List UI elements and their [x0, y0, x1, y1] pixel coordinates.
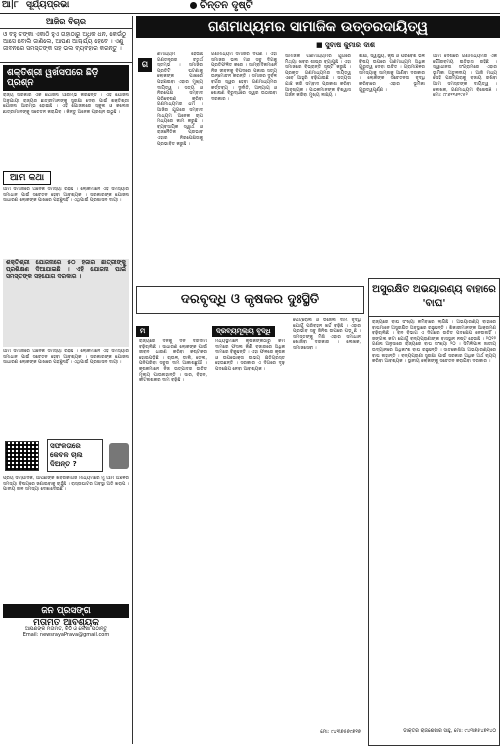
tiger-box-footer: ଡାକ୍ତର ରାଜଶେଖର ସାହୁ, ମୋ: ୯୪୩୭୫୪୭୧୪୦: [403, 728, 496, 734]
sec2-col2: ମଧ୍ୟସ୍ଥିମାନେ କୃଷକଙ୍କଠାରୁ କମ ଦାମରେ ଫସଲ କିଣି ବଜାରରେ ଅଧିକ ଦାମରେ ବିକୁଛନ୍ତି । ଏହା ଫଳରେ କୃଷକ ଓ ଉପଭୋକ୍ତା ଉଭୟ କ୍ଷତିଗ୍ରସ୍ତ ହେଉଛନ୍ତି । ସରକାର ଏ ଦିଗରେ ଦୃଢ଼ ପଦକ୍ଷେପ ନେବା ଆବଶ୍ୟକ ।: [215, 339, 285, 372]
thought-text: ଓ ବହୁ ଟଙ୍କା ଏକାଠି ହୁଏ ତାହାଠାରୁ ଅଧିକ ଧନ, କେଉଁଠୁ ଆସେ ବୋଲି ଜାଣିଲେ, ଆପଣ ଆଶ୍ଚର୍ଯ୍ୟ ହେବେ । ଏଣୁ ଜୀବନରେ ସମସ୍ତଙ୍କ ସହ ଭଲ ବ୍ୟବହାର କରନ୍ତୁ ।: [0, 29, 132, 63]
contact-email[interactable]: Email: newsrayaPrava@gmail.com: [22, 632, 110, 638]
contact-block: [0, 620, 132, 638]
sec2-footer: ମୋ: ୯୪୩୭୫୭୯୭୧୭: [320, 729, 361, 735]
sec2-col2-wrap: [212, 318, 288, 746]
thought-heading: ଆଜିର ବିଚାର: [0, 16, 132, 29]
qr-code-icon: [5, 441, 39, 471]
ad-box: ସଫଳତାରେ କେବଳ ଚାଲ ଦିଅନ୍ତ ?: [47, 439, 103, 472]
sec2-col3-wrap: [290, 318, 364, 746]
story2-text: ଆମ ସମାଜରେ ଅନେକ ସମସ୍ୟା ରହିଛି । ଲୋକମାନେ ଏହି ସମସ୍ୟାର ସମାଧାନ ପାଇଁ ସଚେତନ ହେବା ଆବଶ୍ୟକ । ସରକାରଙ୍କ ଯୋଜନା ସାଧାରଣ ଲୋକଙ୍କ ପାଖରେ ପହଞ୍ଚୁନାହିଁ । ଏଥିପାଇଁ ପ୍ରଶାସନ ଦାୟୀ ।: [3, 187, 129, 204]
story1-text: ରାଜ୍ୟ ସରକାର ଏକ ଯୋଜନା ଆରମ୍ଭ କରିଛନ୍ତି । ଏହି ଯୋଜନା ଅନୁଯାୟୀ ରାଜ୍ୟର ଛାତ୍ରୀମାନଙ୍କୁ ସୁରକ୍ଷା ଦେବା ପାଇଁ ଶକ୍ତିଶ୍ରୀ ଯୋଜନା ଆରମ୍ଭ ହୋଇଛି । ଏହି ଯୋଜନାରେ ସ୍କୁଲ ଓ କଲେଜ ଛାତ୍ରୀମାନଙ୍କୁ ସଚେତନ କରାଯିବ । କିନ୍ତୁ ଅନେକ ପ୍ରଶ୍ନ ଉଠୁଛି ।: [3, 93, 129, 115]
author-photo: [109, 443, 129, 469]
page-header: [0, 0, 500, 14]
main-article: [136, 40, 500, 276]
pull-quote: ଶକ୍ତିଶ୍ରୀ ଯୋଜନାରେ ୫୦ ହଜାର ଛାତ୍ରୀଙ୍କୁ ପ୍ରଶିକ୍ଷଣ ଦିଆଯାଇଛି । ଏହି ଯୋଜନା ପାଇଁ ସମସ୍ତଙ୍କ ସହଯୋଗ ଦରକାର ।: [3, 259, 129, 347]
section2-title: ଦରବୃଦ୍ଧି ଓ କୃଷକର ଦୁଃସ୍ଥିତି: [136, 286, 364, 314]
sec2-tag: ଦ୍ରବ୍ୟମୂଲ୍ୟ ବୃଦ୍ଧି: [212, 326, 275, 337]
section-name: ଚିନ୍ତନ ଦୃଷ୍ଟି: [200, 0, 253, 11]
section2-article: [136, 318, 364, 746]
article-col5: ଆମ ଦେଶରେ ଗଣମାଧ୍ୟମର ଏକ ଗୌରବମୟ ଇତିହାସ ରହିଛି । ସ୍ୱାଧୀନତା ସଂଗ୍ରାମରେ ଏହାର ଭୂମିକା ଅତୁଳନୀୟ । ଆଜି ମଧ୍ୟ ସେହି ପରମ୍ପରାକୁ ବଜାୟ ରଖିବା ଆମ ସମସ୍ତଙ୍କ ଦାୟିତ୍ୱ । ଲେଖକ, ଗଣମାଧ୍ୟମ ବିଶେଷଜ୍ଞ । ମୋ: ୯୮୬୧୧୬୧୯୫୨: [433, 54, 497, 99]
story2-heading: ଆମ କଥା: [3, 171, 51, 185]
page-number: ଆ|୮: [2, 0, 19, 10]
dropcap: ଗ: [138, 58, 152, 72]
sec2-col1: ରାଜ୍ୟରେ ଦିନକୁ ଦିନ ଦରଦାମ ବଢ଼ିଚାଲିଛି । ସାଧାରଣ ଲୋକଙ୍କ ପାଇଁ ଜୀବନ ଧାରଣ କରିବା କଷ୍ଟକର ହୋଇପଡ଼ିଛି । ଚାଉଳ, ଡାଲି, ତେଲ, ପନିପରିବା ସବୁର ଦାମ ଆକାଶଛୁଆଁ । କୃଷକମାନେ ନିଜ ଉତ୍ପାଦର ଉଚିତ ମୂଲ୍ୟ ପାଉନାହାନ୍ତି । ସାର, ବିହନ, କୀଟନାଶକର ଦାମ ବଢ଼ିଛି ।: [139, 339, 207, 384]
byline: ■ ସୁବାଷ କୁମାର ଦାଶ: [316, 41, 375, 49]
sec2-col1-wrap: [136, 318, 210, 746]
contact-title: ମତାମତ ଆବଶ୍ୟକ: [33, 618, 99, 628]
sec2-dropcap: ମ: [136, 326, 149, 337]
letter-text: ପ୍ରିୟ ସମ୍ପାଦକ, ଆପଣଙ୍କ ଖବରକାଗଜ ମାଧ୍ୟମରେ ମୁଁ ଆମ ଅଞ୍ଚଳର ସମସ୍ୟା ବିଷୟରେ ଜଣାଇବାକୁ ଚାହୁଁଛି । ରାସ୍ତାଘାଟର ଅବସ୍ଥା ଅତି ଖରାପ । ପାନୀୟ ଜଳ ସମସ୍ୟା ଦେଖାଦେଇଛି ।: [3, 476, 129, 493]
event-heading: ଜନ ପ୍ରସଙ୍ଗ: [3, 604, 129, 618]
story2-cont: ଆମ ସମାଜରେ ଅନେକ ସମସ୍ୟା ରହିଛି । ଲୋକମାନେ ଏହି ସମସ୍ୟାର ସମାଧାନ ପାଇଁ ସଚେତନ ହେବା ଆବଶ୍ୟକ । ସରକାରଙ୍କ ଯୋଜନା ସାଧାରଣ ଲୋକଙ୍କ ପାଖରେ ପହଞ୍ଚୁନାହିଁ । ଏଥିପାଇଁ ପ୍ରଶାସନ ଦାୟୀ ।: [3, 349, 129, 366]
paper-name: ସୂର୍ଯ୍ୟପ୍ରଭା: [26, 0, 70, 10]
ad-row: [3, 437, 129, 474]
left-column: [0, 16, 133, 744]
main-area: [136, 16, 500, 735]
story1-heading: ଶକ୍ତିଶ୍ରୀ ୱର୍ଖସପରେ ଛିଡ଼ି ପ୍ରଶ୍ନ: [3, 65, 129, 91]
pen-icon: [190, 2, 197, 9]
tiger-box-title: ଅସୁରକ୍ଷିତ ଅଭୟାରଣ୍ୟ ବାହାରେ 'ବାଘ': [369, 279, 499, 317]
article-col1: ଣମାଧ୍ୟମ ହେଉଛି ଗଣତନ୍ତ୍ରର ଚତୁର୍ଥ ସ୍ତମ୍ଭ । ସମାଜର ପ୍ରତିଟି ଘଟଣାକୁ ଲୋକଙ୍କ ପାଖରେ ପହଞ୍ଚାଇବା ଏହାର ମୁଖ୍ୟ ଦାୟିତ୍ୱ । ସତ୍ୟ ଓ ନିରପେକ୍ଷ ସମ୍ବାଦ ପରିବେଷଣ କରିବା ଗଣମାଧ୍ୟମର ଧର୍ମ । ଆଜିର ଯୁଗରେ ସମ୍ବାଦ ମାଧ୍ୟମ ଅନେକ ଚାପ ମଧ୍ୟରେ କାମ କରୁଛି । ବ୍ୟବସାୟିକ ସ୍ୱାର୍ଥ ଓ ରାଜନୈତିକ ପ୍ରଭାବ ଏହାର ନିରପେକ୍ଷତାକୁ ପ୍ରଭାବିତ କରୁଛି ।: [157, 52, 203, 147]
article-col3: ସାମାଜିକ ଗଣମାଧ୍ୟମର ଯୁଗରେ ମିଥ୍ୟା ଖବର ଶୀଘ୍ର ବ୍ୟାପୁଛି । ଏହା ସମାଜରେ ବିଭ୍ରାନ୍ତି ସୃଷ୍ଟି କରୁଛି । ପ୍ରକୃତ ଗଣମାଧ୍ୟମର ଦାୟିତ୍ୱ ଏବେ ଆହୁରି ବଢ଼ିଯାଇଛି । ସତ୍ୟତା ଯାଞ୍ଚ କରି ସମ୍ବାଦ ପ୍ରକାଶ କରିବା ଆବଶ୍ୟକ । ପାଠକମାନଙ୍କ ବିଶ୍ୱାସ ଅର୍ଜନ କରିବା ମୁଖ୍ୟ ଲକ୍ଷ୍ୟ ।: [285, 54, 351, 99]
main-title: ଗଣମାଧ୍ୟମର ସାମାଜିକ ଉତ୍ତରଦାୟିତ୍ୱ: [136, 16, 500, 38]
article-col2: ଗଣମାଧ୍ୟମ ସମାଜର ଦର୍ପଣ । ଏହା ସମାଜର ଭଲ ମନ୍ଦ ସବୁ ଦିଗକୁ ପ୍ରତିଫଳିତ କରେ । ସାମ୍ବାଦିକମାନେ ନିଜ ଜୀବନକୁ ବିପଦରେ ପକାଇ ସତ୍ୟ ଉନ୍ମୋଚନ କରନ୍ତି । ସମାଜର ଦୁର୍ବଳ ବର୍ଗର ସ୍ୱର ହେବା ଗଣମାଧ୍ୟମର କର୍ତ୍ତବ୍ୟ । ଦୁର୍ନୀତି, ଅନ୍ୟାୟ ଓ ଶୋଷଣ ବିରୁଦ୍ଧରେ ସ୍ୱର ଉଠାଇବା ଦରକାର ।: [211, 52, 277, 102]
contact-line: ଆପଣଙ୍କ ମତାମତ, ଚିଠି ଓ ଲେଖା ପଠାନ୍ତୁ: [24, 626, 108, 632]
sec2-col3: ପେଟ୍ରୋଲ ଓ ଡିଜେଲ ଦାମ ବୃଦ୍ଧି ଯୋଗୁଁ ପରିବହନ ଖର୍ଚ୍ଚ ବଢ଼ିଛି । ଏହାର ପ୍ରଭାବ ସବୁ ଜିନିଷ ଉପରେ ପଡ଼ୁଛି । ସମସ୍ତଙ୍କୁ ମିଶି ଏହାର ସମାଧାନ ଖୋଜିବା ଦରକାର । ଲେଖକ, ସମାଜସେବୀ ।: [293, 318, 361, 351]
article-col4: ଶିକ୍ଷା, ସ୍ୱାସ୍ଥ୍ୟ, କୃଷି ଓ ପରିବେଶ ଭଳି ବିଷୟ ଉପରେ ଗଣମାଧ୍ୟମ ଅଧିକ ଗୁରୁତ୍ୱ ଦେବା ଉଚିତ । ଗ୍ରାମାଞ୍ଚଳର ସମସ୍ୟାକୁ ସାମ୍ନାକୁ ଆଣିବା ଦରକାର । ଲୋକଙ୍କ ସଚେତନତା ବୃଦ୍ଧି କରିବାରେ ଏହାର ଭୂମିକା ଗୁରୁତ୍ୱପୂର୍ଣ୍ଣ ।: [359, 54, 425, 93]
tiger-box: [368, 278, 500, 746]
tiger-box-text: ରାଜ୍ୟରେ ବାଘ ସଂଖ୍ୟା କମିବାରେ ଲାଗିଛି । ଅଭୟାରଣ୍ୟ ବାହାରେ ବାଘମାନେ ଅସୁରକ୍ଷିତ ଅବସ୍ଥାରେ ରହୁଛନ୍ତି । ଶିକାରୀମାନଙ୍କ ଆକ୍ରମଣ ବଢ଼ିଚାଲିଛି । ବନ ବିଭାଗ ଏ ଦିଗରେ ଉଚିତ ପଦକ୍ଷେପ ନେଉନାହିଁ । ଜଙ୍ଗଲ କଟା ଯୋଗୁଁ ବନ୍ୟପ୍ରାଣୀଙ୍କ ବାସସ୍ଥାନ ନଷ୍ଟ ହେଉଛି । ୨୦୨୨ ଗଣନା ଅନୁସାରେ ରାଜ୍ୟରେ ବାଘ ସଂଖ୍ୟା ୨୦ । ସିମିଳିପାଳ ଜାତୀୟ ଉଦ୍ୟାନରେ ଅଧିକାଂଶ ବାଘ ରହୁଛନ୍ତି । ସାତକୋଶିଆ ଅଭୟାରଣ୍ୟରେ ବାଘ ନାହାନ୍ତି । ବନ୍ୟପ୍ରାଣୀ ସୁରକ୍ଷା ପାଇଁ ସରକାର ଅଧିକ ଅର୍ଥ ବ୍ୟୟ କରିବା ଆବଶ୍ୟକ । ସ୍ଥାନୀୟ ଲୋକଙ୍କୁ ସଚେତନ କରାଯିବା ଦରକାର ।: [372, 320, 496, 365]
